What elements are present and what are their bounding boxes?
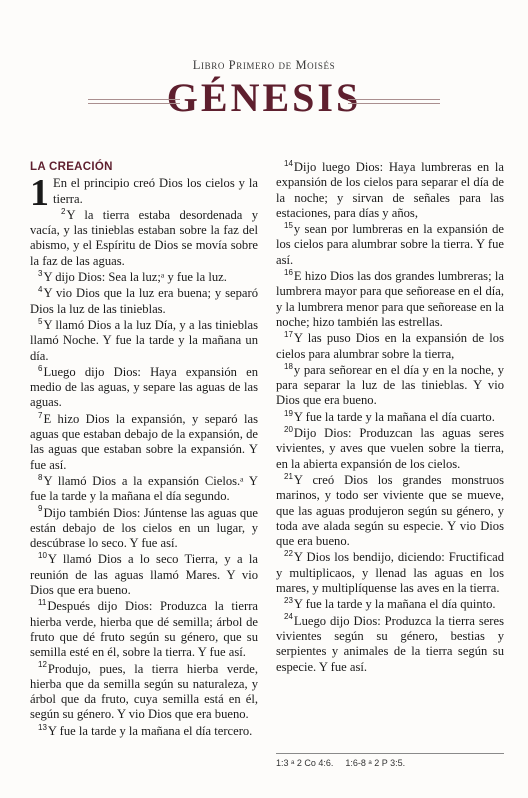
verse xyxy=(276,597,504,612)
verse-number: 14 xyxy=(284,158,293,168)
verse-text: Luego dijo Dios: Haya expansión en medio de las aguas, y separe las aguas de las aguas. xyxy=(30,364,258,410)
left-column xyxy=(30,160,258,740)
verse-number: 9 xyxy=(38,504,43,514)
footnote-divider xyxy=(276,753,504,754)
verse xyxy=(30,270,258,285)
verse-number: 10 xyxy=(38,551,47,561)
verse xyxy=(276,550,504,596)
book-subtitle: Libro Primero de Moisés xyxy=(192,58,336,72)
book-title: GÉNESIS xyxy=(166,75,362,120)
verse-number: 7 xyxy=(38,410,43,420)
verse-text: E hizo Dios la expansión, y separó las aguas que estaban debajo de la expansión, de las aguas que estaban sobre la expansión. Y fue así. xyxy=(30,411,258,472)
verse xyxy=(276,410,504,425)
verse-text: Y creó Dios los grandes monstruos marinos, y todo ser viviente que se mueve, que las aguas produjeron según su género, y toda ave alada según su especie. Y vio Dios que era bueno. xyxy=(276,472,504,549)
verse xyxy=(30,599,258,660)
footnote: 1:3 ᵃ 2 Co 4:6. xyxy=(276,758,334,768)
title-row xyxy=(0,75,528,121)
verse xyxy=(30,552,258,598)
verse-number: 21 xyxy=(284,471,293,481)
verse xyxy=(276,331,504,362)
verse-number: 3 xyxy=(38,268,43,278)
verse xyxy=(30,208,258,269)
verse-text: Produjo, pues, la tierra hierba verde, hierba que da semilla según su naturaleza, y árbol que da fruto, cuya semilla está en él, según su género. Y vio Dios que era bueno. xyxy=(30,661,258,722)
verse-number: 23 xyxy=(284,596,293,606)
verse-text: Y fue la tarde y la mañana el día tercero. xyxy=(47,723,253,738)
verse-text: Y llamó Dios a la expansión Cielos.ᵃ Y fue la tarde y la mañana el día segundo. xyxy=(30,473,258,504)
verse xyxy=(30,365,258,411)
verse-number: 5 xyxy=(38,316,43,326)
verse-number: 2 xyxy=(61,206,66,216)
verse-text: Y dijo Dios: Sea la luz;ᵃ y fue la luz. xyxy=(43,270,227,285)
verse xyxy=(30,286,258,317)
verse-text: Y llamó Dios a lo seco Tierra, y a la reunión de las aguas llamó Mares. Y vio Dios que era bueno. xyxy=(30,552,258,598)
verse xyxy=(276,222,504,268)
verse-number: 12 xyxy=(38,660,47,670)
verse xyxy=(30,724,258,739)
section-heading: LA CREACIÓN xyxy=(30,161,113,173)
verse xyxy=(30,172,258,215)
verse-number: 8 xyxy=(38,472,43,482)
ornament-right-icon xyxy=(348,99,440,104)
verse-number: 16 xyxy=(284,267,293,277)
verse-number: 24 xyxy=(284,612,293,622)
right-column xyxy=(276,160,504,676)
verse-number: 13 xyxy=(38,722,47,732)
verse xyxy=(276,473,504,549)
footnote: 1:6-8 ᵃ 2 P 3:5. xyxy=(345,758,406,768)
verse-number: 17 xyxy=(284,330,293,340)
verse xyxy=(30,662,258,723)
verse xyxy=(30,506,258,552)
verse xyxy=(276,363,504,409)
verse-text: Dijo Dios: Produzcan las aguas seres vivientes, y aves que vuelen sobre la tierra, en la abierta expansión de los cielos. xyxy=(276,426,504,471)
verse-text: Después dijo Dios: Produzca la tierra hierba verde, hierba que dé semilla; árbol de fruto que dé fruto según su género, que su semilla esté en él, sobre la tierra. Y fue así. xyxy=(30,599,258,660)
ornament-left-icon xyxy=(88,99,180,104)
verse-number: 19 xyxy=(284,408,293,418)
verse-text: Y llamó Dios a la luz Día, y a las tinieblas llamó Noche. Y fue la tarde y la mañana un día. xyxy=(30,317,258,363)
verse-text: En el principio creó Dios los cielos y la tierra. xyxy=(53,176,258,206)
verse xyxy=(276,614,504,675)
verse-text: Y las puso Dios en la expansión de los cielos para alumbrar sobre la tierra, xyxy=(276,331,504,361)
verse-number: 15 xyxy=(284,221,293,230)
verse-text: Y Dios los bendijo, diciendo: Fructificad y multiplicaos, y llenad las aguas en los mares, y multiplíquense las aves en la tierra. xyxy=(276,550,504,596)
verse xyxy=(276,426,504,472)
verse-number: 22 xyxy=(284,549,293,559)
verse xyxy=(276,269,504,330)
verse-text: Y fue la tarde y la mañana el día quinto. xyxy=(293,597,496,612)
verse-number: 20 xyxy=(284,424,293,434)
verse xyxy=(30,412,258,473)
verse-text: E hizo Dios las dos grandes lumbreras; la lumbrera mayor para que señorease en el día, y la lumbrera menor para que señorease en la noche; hizo también las estrellas. xyxy=(276,269,504,329)
page-header xyxy=(0,58,528,121)
verse-number: 18 xyxy=(284,361,293,371)
verse-text: Y fue la tarde y la mañana el día cuarto. xyxy=(293,409,495,424)
verse xyxy=(276,160,504,221)
verse-text: Luego dijo Dios: Produzca la tierra seres vivientes según su género, bestias y serpientes y animales de la tierra según su especie. Y fue así. xyxy=(276,613,504,674)
verse-number: 6 xyxy=(38,363,43,373)
verse-text: Dijo también Dios: Júntense las aguas que están debajo de los cielos en un lugar, y descúbrase lo seco. Y fue así. xyxy=(30,505,258,551)
verse xyxy=(30,474,258,505)
verse-number: 4 xyxy=(38,285,43,295)
verse-text: y sean por lumbreras en la expansión de los cielos para alumbrar sobre la tierra. Y fue así. xyxy=(276,222,504,267)
verse-number: 11 xyxy=(38,598,47,608)
verse xyxy=(30,318,258,364)
footnotes xyxy=(276,758,504,768)
chapter-number: 1 xyxy=(30,172,49,215)
verse-text: Dijo luego Dios: Haya lumbreras en la expansión de los cielos para separar el día de la noche; y sirvan de señales para las estaciones, para días y años, xyxy=(276,160,504,220)
verse-text: y para señorear en el día y en la noche, y para separar la luz de las tinieblas. Y vio Dios que era bueno. xyxy=(276,362,504,408)
verse-text: Y vio Dios que la luz era buena; y separó Dios la luz de las tinieblas. xyxy=(30,286,258,316)
verse-text: Y la tierra estaba desordenada y vacía, y las tinieblas estaban sobre la faz del abismo, y el Espíritu de Dios se movía sobre la faz de las aguas. xyxy=(30,207,258,268)
